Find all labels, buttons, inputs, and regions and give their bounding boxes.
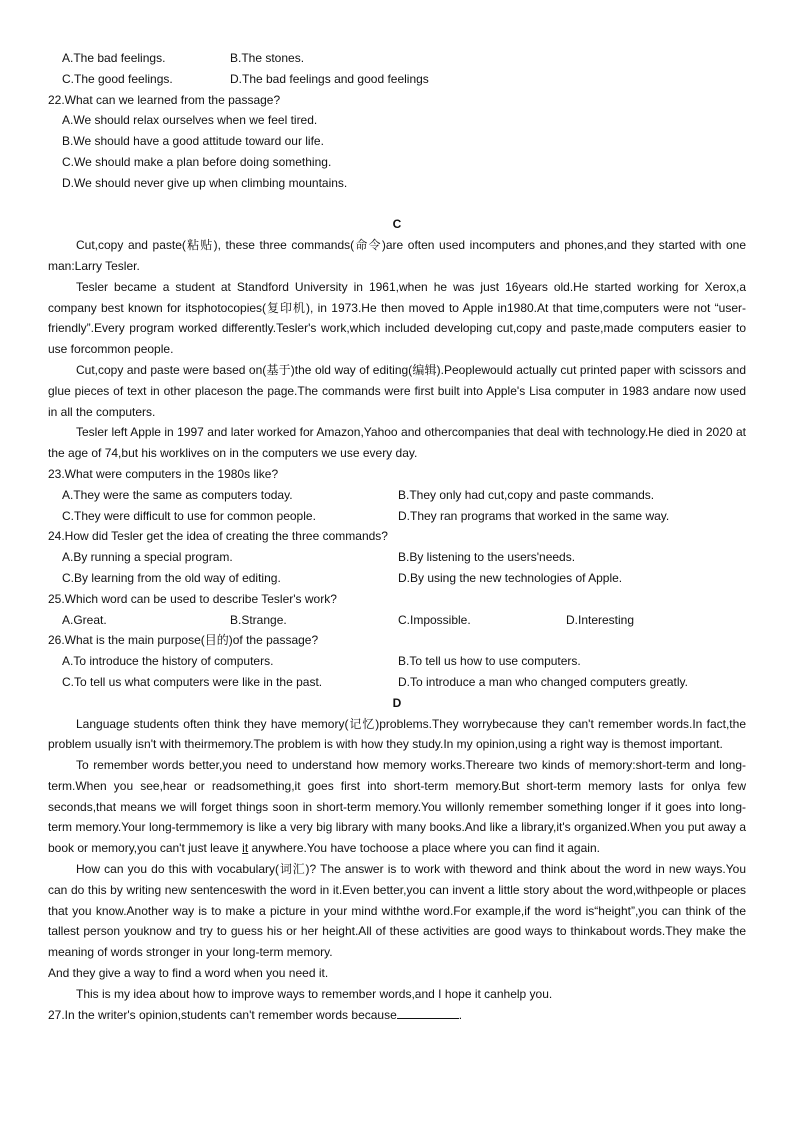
q21-option-c: C.The good feelings. [62, 71, 173, 86]
q23-option-b: B.They only had cut,copy and paste commands. [398, 487, 655, 502]
q22-option-a: A.We should relax ourselves when we feel tired. [62, 113, 318, 128]
q26-option-d: D.To introduce a man who changed computers greatly. [398, 674, 688, 689]
q25-option-c: C.Impossible. [398, 612, 471, 627]
q23-options-row-1 [48, 485, 746, 506]
section-d-paragraph-2 [48, 755, 746, 859]
q23-option-d: D.They ran programs that worked in the same way. [398, 508, 670, 523]
q24-options-row-1 [48, 547, 746, 568]
q26-options-row-2 [48, 672, 746, 693]
q27-question-line [48, 1005, 746, 1026]
q25-option-a: A.Great. [62, 612, 107, 627]
q25-options-row [48, 610, 746, 631]
section-d-paragraph-2-start: To remember words better,you need to understand how memory works.Thereare two kinds of memory:short-term and long-term.When you see,hear or readsomething,it goes first into short-term memory.But short-term memory lasts for onlya few seconds,that means we will forget things soon in short-term memory.You willonly remember something longer if it goes into long-term memory.Your long-termmemory is like a very big library with many books.And like a library,it's organized.When you put away a book or memory,you can't just leave [48, 758, 746, 856]
q25-option-b: B.Strange. [230, 612, 287, 627]
section-d-paragraph-4: And they give a way to find a word when you need it. [48, 966, 329, 981]
q27-question: 27.In the writer's opinion,students can't remember words because [48, 1007, 397, 1022]
q24-option-c: C.By learning from the old way of editing. [62, 570, 281, 585]
q21-option-d: D.The bad feelings and good feelings [230, 71, 429, 86]
section-c-paragraph-3: Cut,copy and paste were based on(基于)the old way of editing(编辑).Peoplewould actually cut printed paper with scissors and glue pieces of text in other placeson the page.The commands were first built into Apple's Lisa computer in 1983 andare now used in all the computers. [48, 362, 746, 419]
section-d-paragraph-2-end: anywhere.You have tochoose a place where you can find it again. [248, 841, 600, 856]
q26-options-row-1 [48, 651, 746, 672]
q26-option-a: A.To introduce the history of computers. [62, 654, 274, 669]
q26-option-c: C.To tell us what computers were like in the past. [62, 674, 323, 689]
q23-option-c: C.They were difficult to use for common people. [62, 508, 316, 523]
section-c-paragraph-2: Tesler became a student at Standford University in 1961,when he was just 16years old.He started working for Xerox,a company best known for itsphotocopies(复印机), in 1973.He then moved to Apple in1980.At that time,computers were not “user-friendly”.Every program worked differently.Tesler's work,which included developing cut,copy and paste,made computers easier to use forcommon people. [48, 279, 746, 357]
q23-option-a: A.They were the same as computers today. [62, 487, 293, 502]
section-d-heading: D [392, 695, 402, 710]
q24-option-b: B.By listening to the users'needs. [398, 550, 576, 565]
q23-options-row-2 [48, 506, 746, 527]
q21-option-b: B.The stones. [230, 51, 305, 65]
exam-page [48, 48, 746, 1025]
section-d-paragraph-5: This is my idea about how to improve ways to remember words,and I hope it canhelp you. [76, 986, 553, 1001]
q21-option-a: A.The bad feelings. [62, 51, 166, 65]
q22-option-d: D.We should never give up when climbing mountains. [62, 175, 348, 190]
q24-options-row-2 [48, 568, 746, 589]
q21-options-row-1 [48, 48, 746, 69]
q26-question: 26.What is the main purpose(目的)of the passage? [48, 633, 319, 648]
section-c-heading: C [392, 217, 402, 232]
q22-question: 22.What can we learned from the passage? [48, 92, 281, 107]
q25-option-d: D.Interesting [566, 612, 635, 627]
q21-options-row-2 [48, 69, 746, 90]
q26-option-b: B.To tell us how to use computers. [398, 654, 581, 669]
q24-option-a: A.By running a special program. [62, 550, 233, 565]
section-c-paragraph-4: Tesler left Apple in 1997 and later worked for Amazon,Yahoo and othercompanies that deal with technology.He died in 2020 at the age of 74,but his worklives on in the computers we use every day. [48, 425, 746, 461]
q24-question: 24.How did Tesler get the idea of creating the three commands? [48, 529, 388, 544]
answer-blank [397, 1006, 459, 1019]
q24-option-d: D.By using the new technologies of Apple. [398, 570, 623, 585]
q27-question-end: . [458, 1007, 463, 1022]
q22-option-c: C.We should make a plan before doing something. [62, 154, 332, 169]
q23-question: 23.What were computers in the 1980s like? [48, 466, 279, 481]
q25-question: 25.Which word can be used to describe Tesler's work? [48, 591, 337, 606]
section-d-paragraph-3: How can you do this with vocabulary(词汇)? The answer is to work with theword and think about the word in new ways.You can do this by writing new sentenceswith the word in it.Even better,you can invent a little story about the word,withpeople or places that you know.Another way is to make a picture in your mind withthe word.For example,if the word is“height”,you can think of the tallest person youknow and try to guess his or her height.All of these activities are good ways to thinkabout words.They make the meaning of words stronger in your long-term memory. [48, 862, 746, 960]
q22-option-b: B.We should have a good attitude toward our life. [62, 134, 324, 149]
section-c-paragraph-1: Cut,copy and paste(粘贴), these three commands(命令)are often used incomputers and phones,and they started with one man:Larry Tesler. [48, 238, 746, 273]
section-d-paragraph-1: Language students often think they have memory(记忆)problems.They worrybecause they can't remember words.In fact,the problem usually isn't with theirmemory.The problem is with how they study.In my opinion,using a right way is themost important. [48, 716, 746, 752]
underlined-word-it: it [242, 841, 249, 856]
